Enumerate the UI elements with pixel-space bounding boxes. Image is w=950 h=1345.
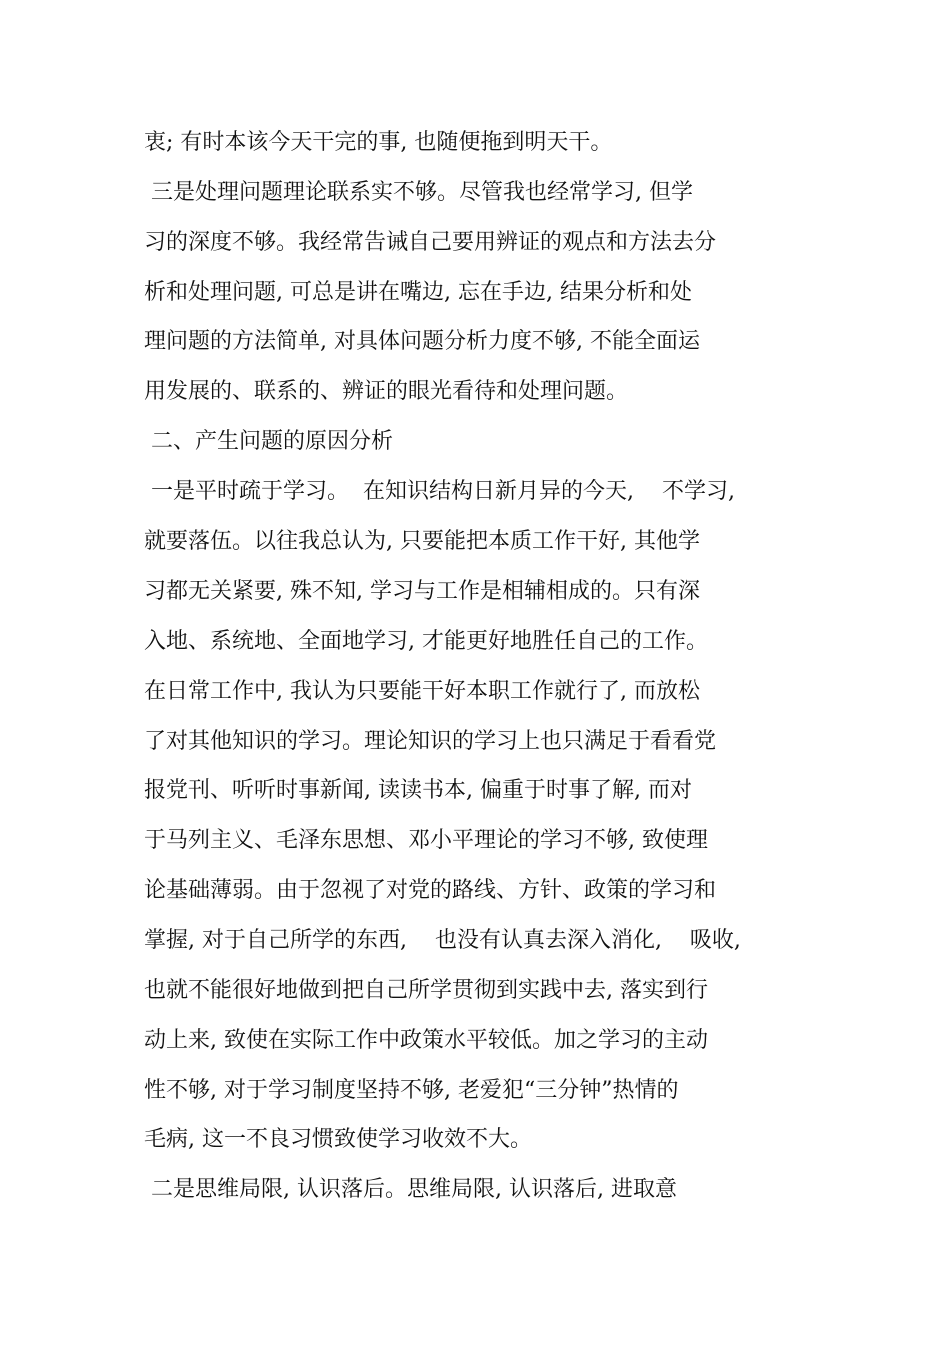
text-line: 用发展的、联系的、辨证的眼光看待和处理问题。 [144, 379, 629, 404]
text-line: 理问题的方法简单, 对具体问题分析力度不够, 不能全面运 [144, 329, 700, 354]
text-line: 论基础薄弱。由于忽视了对党的路线、方针、政策的学习和 [144, 878, 717, 903]
text-line: 毛病, 这一不良习惯致使学习收效不大。 [144, 1127, 532, 1152]
text-line: 就要落伍。以往我总认为, 只要能把本质工作干好, 其他学 [144, 529, 700, 554]
text-line: 析和处理问题, 可总是讲在嘴边, 忘在手边, 结果分析和处 [144, 280, 692, 305]
text-line: 动上来, 致使在实际工作中政策水平较低。加之学习的主动 [144, 1028, 708, 1053]
text-line: 衷; 有时本该今天干完的事, 也随便拖到明天干。 [144, 130, 613, 155]
text-line: 二是思维局限, 认识落后。思维局限, 认识落后, 进取意 [144, 1177, 677, 1202]
text-line: 一是平时疏于学习。 在知识结构日新月异的今天, 不学习, [144, 479, 735, 504]
text-line: 了对其他知识的学习。理论知识的学习上也只满足于看看党 [144, 729, 717, 754]
text-line: 习的深度不够。我经常告诫自己要用辨证的观点和方法去分 [144, 230, 717, 255]
section-heading: 二、产生问题的原因分析 [144, 429, 393, 454]
text-line: 性不够, 对于学习制度坚持不够, 老爱犯“三分钟”热情的 [144, 1078, 679, 1103]
text-line: 掌握, 对于自己所学的东西, 也没有认真去深入消化, 吸收, [144, 928, 741, 953]
text-line: 于马列主义、毛泽东思想、邓小平理论的学习不够, 致使理 [144, 828, 708, 853]
text-line: 在日常工作中, 我认为只要能干好本职工作就行了, 而放松 [144, 679, 700, 704]
text-line: 也就不能很好地做到把自己所学贯彻到实践中去, 落实到行 [144, 978, 708, 1003]
text-line: 入地、系统地、全面地学习, 才能更好地胜任自己的工作。 [144, 629, 708, 654]
text-line: 报党刊、听听时事新闻, 读读书本, 偏重于时事了解, 而对 [144, 778, 692, 803]
text-line: 三是处理问题理论联系实不够。尽管我也经常学习, 但学 [144, 180, 693, 205]
text-line: 习都无关紧要, 殊不知, 学习与工作是相辅相成的。只有深 [144, 579, 700, 604]
